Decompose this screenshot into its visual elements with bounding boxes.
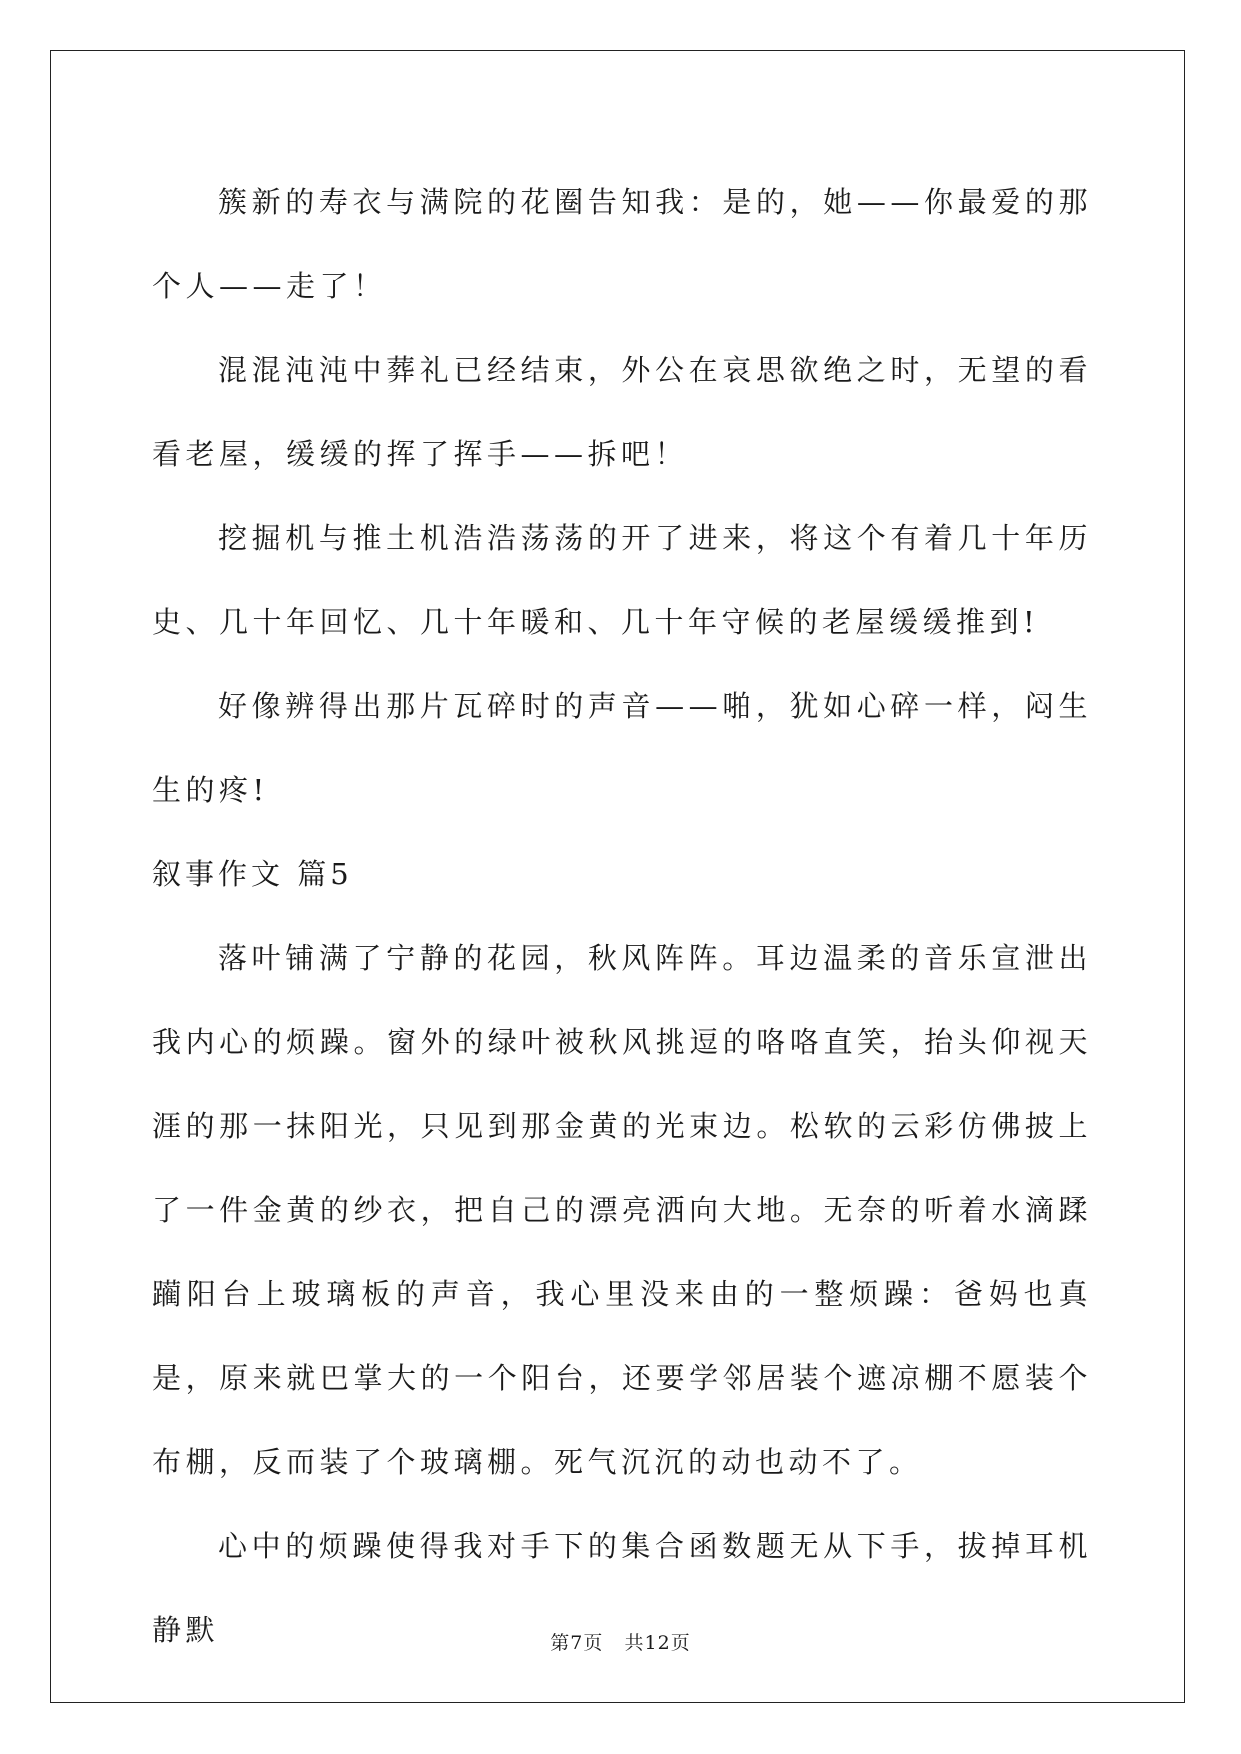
section-heading: 叙事作文 篇5	[152, 857, 353, 891]
document-body	[152, 160, 1092, 1672]
paragraph: 落叶铺满了宁静的花园，秋风阵阵。耳边温柔的音乐宣泄出我内心的烦躁。窗外的绿叶被秋风挑逗的咯咯直笑，抬头仰视天涯的那一抹阳光，只见到那金黄的光束边。松软的云彩仿佛披上了一件金黄的纱衣，把自己的漂亮洒向大地。无奈的听着水滴蹂躏阳台上玻璃板的声音，我心里没来由的一整烦躁：爸妈也真是，原来就巴掌大的一个阳台，还要学邻居装个遮凉棚不愿装个布棚，反而装了个玻璃棚。死气沉沉的动也动不了。	[152, 941, 1092, 1479]
paragraph: 混混沌沌中葬礼已经结束，外公在哀思欲绝之时，无望的看看老屋，缓缓的挥了挥手——拆吧！	[152, 353, 1092, 471]
page-footer	[0, 1628, 1241, 1655]
page-number: 第7页	[550, 1632, 604, 1654]
paragraph: 好像辨得出那片瓦碎时的声音——啪，犹如心碎一样，闷生生的疼!	[152, 689, 1092, 807]
paragraph: 挖掘机与推土机浩浩荡荡的开了进来，将这个有着几十年历史、几十年回忆、几十年暖和、几十年守候的老屋缓缓推到!	[152, 521, 1092, 639]
paragraph: 簇新的寿衣与满院的花圈告知我：是的，她——你最爱的那个人——走了！	[152, 185, 1092, 303]
page-total: 共12页	[624, 1632, 691, 1654]
paragraph: 心中的烦躁使得我对手下的集合函数题无从下手，拔掉耳机静默	[152, 1529, 1092, 1647]
